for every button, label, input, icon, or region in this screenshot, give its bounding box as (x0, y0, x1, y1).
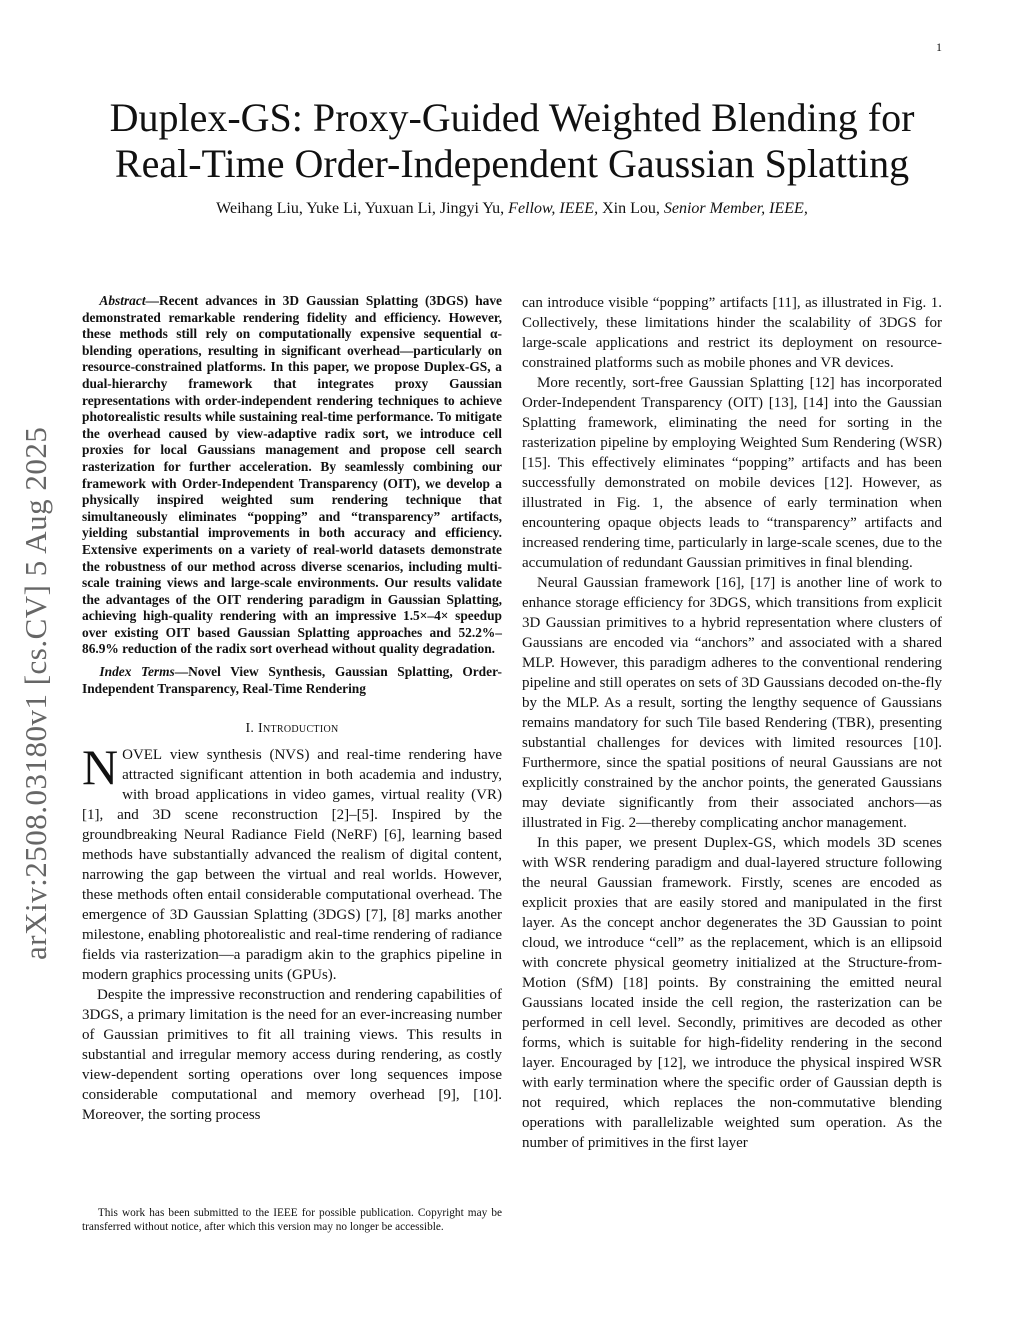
drop-cap: N (82, 739, 119, 796)
index-terms-text: —Novel View Synthesis, Gaussian Splatting, Order-Independent Transparency, Real-Time Rendering (82, 664, 502, 696)
title-line-2: Real-Time Order-Independent Gaussian Splatting (114, 141, 910, 186)
right-paragraph-4: In this paper, we present Duplex-GS, which models 3D scenes with WSR rendering paradigm and dual-layered structure following the neural Gaussian framework. Firstly, scenes are encoded as explicit proxies that are easily stored and manipulated in the first layer. As the concept anchor degenerates the 3D Gaussian to point cloud, we introduce “cell” as the replacement, which is an ellipsoid with concrete physical geometry initialized at the Structure-from-Motion (SfM) [18] points. By constraining the emitted neural Gaussians located inside the cell region, the rasterization can be performed in cell level. Secondly, primitives are decoded as other forms, which is suitable for high-fidelity rendering in the second layer. Encouraged by [12], we introduce the physical inspired WSR with early termination where the specific order of Gaussian depth is not required, which replaces the non-commutative blending operations with parallelizable weighted sum operation. As the number of primitives in the first layer (522, 835, 942, 1151)
index-terms-label: Index Terms (99, 664, 175, 680)
authors-senior: Senior Member, IEEE, (663, 200, 808, 217)
intro-first-word: OVEL (122, 747, 163, 764)
arxiv-stamp: arXiv:2508.03180v1 [cs.CV] 5 Aug 2025 (18, 426, 53, 960)
abstract-label: Abstract (99, 293, 146, 308)
author-list (60, 200, 964, 218)
intro-paragraph-1-text: view synthesis (NVS) and real-time rendering have attracted significant attention in both academia and industry, with broad applications in video games, virtual reality (VR) [1], and 3D scene reconstruction [2]–[5]. Inspired by the groundbreaking Neural Radiance Field (NeRF) [6], learning based methods have substantially advanced the realism of digital content, narrowing the gap between the virtual and real worlds. However, these methods often entail considerable computational overhead. The emergence of 3D Gaussian Splatting (3DGS) [7], [8] marks another milestone, enabling photorealistic and real-time rendering of radiance fields via rasterization—a paradigm akin to the graphics pipeline in modern graphics processing units (GPUs). (82, 747, 502, 984)
intro-paragraph-2: Despite the impressive reconstruction and rendering capabilities of 3DGS, a primary limitation is the need for an ever-increasing number of Gaussian primitives to fit all training views. This results in substantial and irregular memory access during rendering, as costly view-dependent sorting operations over long sequences impose considerable computational and memory overhead [9], [10]. Moreover, the sorting process (82, 987, 502, 1124)
page-number: 1 (936, 40, 942, 54)
authors-plain-2: Xin Lou, (602, 200, 660, 217)
section-heading-introduction: I. Introduction (245, 721, 339, 737)
title-line-1: Duplex-GS: Proxy-Guided Weighted Blending for (109, 95, 915, 140)
authors-fellow: Fellow, IEEE, (508, 200, 599, 217)
abstract (82, 293, 502, 658)
authors-plain: Weihang Liu, Yuke Li, Yuxuan Li, Jingyi Yu, (216, 200, 505, 217)
right-paragraph-2: More recently, sort-free Gaussian Splatting [12] has incorporated Order-Independent Transparency (OIT) [13], [14] into the Gaussian Splatting framework, eliminating the need for sorting in the rasterization pipeline by employing Weighted Sum Rendering (WSR) [15]. This effectively eliminates “popping” artifacts and has been successfully demonstrated on mobile devices [12]. However, as illustrated in Fig. 1, the absence of early termination when encountering opaque objects leads to “transparency” artifacts and increased rendering time, particularly in large-scale scenes, due to the accumulation of redundant Gaussian primitives in final blending. (522, 375, 942, 571)
right-column (522, 293, 942, 1153)
right-paragraph-1: can introduce visible “popping” artifacts [11], as illustrated in Fig. 1. Collectively, these limitations hinder the scalability of 3DGS for large-scale applications and restrict its deployment on resource-constrained platforms such as mobile phones and VR devices. (522, 295, 942, 371)
footnote: This work has been submitted to the IEEE for possible publication. Copyright may be transferred without notice, after which this version may no longer be accessible. (82, 1207, 502, 1233)
index-terms (82, 664, 502, 697)
intro-paragraph-1 (82, 739, 502, 985)
paper-title (60, 95, 964, 187)
abstract-text: —Recent advances in 3D Gaussian Splatting (3DGS) have demonstrated remarkable rendering fidelity and efficiency. However, these methods still rely on computationally expensive sequential α-blending operations, resulting in significant overhead—particularly on resource-constrained platforms. In this paper, we propose Duplex-GS, a dual-hierarchy framework that integrates proxy Gaussian representations with order-independent rendering techniques to achieve photorealistic results while sustaining real-time performance. To mitigate the overhead caused by view-adaptive radix sort, we introduce cell proxies for local Gaussians management and propose cell search rasterization for further acceleration. By seamlessly combining our framework with Order-Independent Transparency (OIT), we develop a physically inspired weighted sum rendering technique that simultaneously eliminates “popping” and “transparency” artifacts, yielding substantial improvements in both accuracy and efficiency. Extensive experiments on a variety of real-world datasets demonstrate the robustness of our method across diverse scenarios, including multi-scale training views and large-scale environments. Our results validate the advantages of the OIT rendering paradigm in Gaussian Splatting, achieving high-quality rendering with an impressive 1.5×–4× speedup over existing OIT based Gaussian Splatting approaches and 52.2%–86.9% reduction of the radix sort overhead without quality degradation. (82, 293, 502, 657)
left-column (82, 293, 502, 1125)
right-paragraph-3: Neural Gaussian framework [16], [17] is another line of work to enhance storage efficiency for 3DGS, which transitions from explicit 3D Gaussian primitives to a hybrid representation where clusters of Gaussians are encoded via “anchors” and associated with a shared MLP. However, this paradigm adheres to the conventional rendering pipeline and still operates on sets of 3D Gaussians decoded on-the-fly by the MLP. As a result, sorting the lengthy sequence of Gaussians remains mandatory for such Tile based Rendering (TBR), presenting substantial challenges for devices with limited resources [10]. Furthermore, since the spatial positions of neural Gaussians are not explicitly constrained by the anchor points, the generated Gaussians may deviate significantly from their associated anchors—as illustrated in Fig. 2—thereby complicating anchor management. (522, 575, 942, 831)
